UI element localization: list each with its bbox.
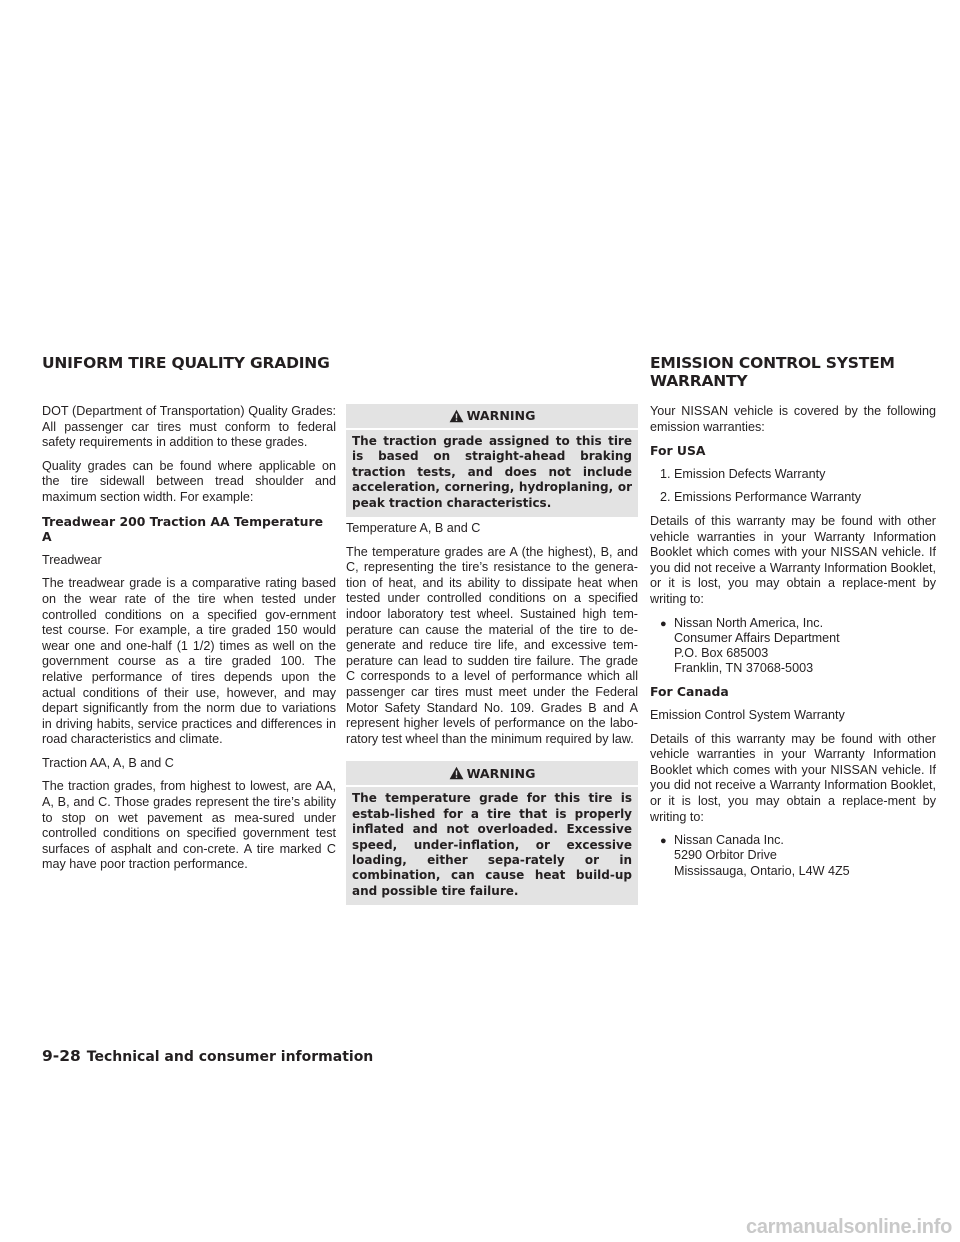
canada-title: For Canada — [650, 684, 729, 700]
usa-address-item — [650, 616, 936, 677]
location-paragraph: Quality grades can be found where applicable on the tire sidewall between tread shoulder and maximum section width. For example: — [42, 458, 336, 504]
usa-details: Details of this warranty may be found with other vehicle warranties in your Warranty Information Booklet which comes with your NISSAN vehicle. If you did not receive a Warranty Information Booklet, or it is lost, you may obtain a replace-ment by writing to: — [650, 513, 936, 606]
chapter-title: Technical and consumer information — [86, 1049, 374, 1065]
warning-label: WARNING — [466, 408, 536, 424]
example-grade: Treadwear 200 Traction AA Temperature A — [42, 513, 323, 545]
bullet-icon: ● — [660, 617, 667, 630]
warning-text: The temperature grade for this tire is estab-lished for a tire that is properly inflated and not overloaded. Excessive speed, under-inflation, or excessive loading, either sepa-rately or in combination, can cause heat build-up and possible tire failure. — [352, 791, 632, 898]
warning-text: The traction grade assigned to this tire is based on straight-ahead braking traction tests, and does not include acceleration, cornering, hydroplaning, or peak traction characteristics. — [352, 434, 632, 510]
warning-triangle-icon — [449, 766, 464, 780]
heading-line-1: EMISSION CONTROL SYSTEM — [650, 354, 895, 372]
intro-paragraph: DOT (Department of Transportation) Quality Grades: All passenger car tires must conform to federal safety requirements in addition to these grades. — [42, 404, 336, 450]
column-tire-grading — [42, 404, 336, 881]
canada-address — [674, 833, 850, 879]
warning-triangle-icon — [449, 409, 464, 423]
address-line: Consumer Affairs Department — [674, 630, 840, 645]
address-line: 5290 Orbitor Drive — [674, 848, 777, 863]
column-emission-warranty — [650, 404, 936, 887]
canada-address-item — [650, 833, 936, 879]
address-line: P.O. Box 685003 — [674, 645, 769, 660]
section-heading-emission-warranty — [650, 354, 895, 390]
section-heading-tire-grading: UNIFORM TIRE QUALITY GRADING — [42, 354, 330, 372]
warranty-intro: Your NISSAN vehicle is covered by the following emission warranties: — [650, 404, 936, 434]
bullet-icon: ● — [660, 835, 667, 848]
usa-title: For USA — [650, 443, 706, 459]
treadwear-title: Treadwear — [42, 552, 102, 567]
heading-line-2: WARRANTY — [650, 372, 748, 390]
page-footer — [42, 1047, 373, 1065]
column-warnings — [346, 404, 638, 909]
usa-address — [674, 616, 840, 677]
list-item: 2. Emissions Performance Warranty — [660, 490, 862, 505]
traction-title: Traction AA, A, B and C — [42, 755, 174, 770]
canada-subtitle: Emission Control System Warranty — [650, 707, 845, 722]
address-line: Franklin, TN 37068-5003 — [674, 661, 814, 676]
warning-label: WARNING — [466, 765, 536, 781]
address-line: Nissan Canada Inc. — [674, 833, 784, 848]
page-number: 9-28 — [42, 1047, 81, 1065]
address-line: Mississauga, Ontario, L4W 4Z5 — [674, 863, 850, 878]
temperature-title: Temperature A, B and C — [346, 521, 481, 536]
canada-details: Details of this warranty may be found with other vehicle warranties in your Warranty Information Booklet which comes with your NISSAN vehicle. If you did not receive a Warranty Information Booklet, or it is lost, you may obtain a replace-ment by writing to: — [650, 731, 936, 824]
traction-paragraph: The traction grades, from highest to lowest, are AA, A, B, and C. Those grades represent the tire’s ability to stop on wet pavement as mea-sured under controlled conditions on specified government test surfaces of asphalt and con-crete. A tire marked C may have poor traction performance. — [42, 779, 336, 872]
warning-header — [346, 761, 638, 787]
warning-box-traction — [346, 404, 638, 517]
warning-header — [346, 404, 638, 430]
watermark: carmanualsonline.info — [746, 1216, 952, 1238]
warning-box-temperature — [346, 761, 638, 905]
temperature-paragraph: The temperature grades are A (the highest), B, and C, representing the tire’s resistance to the genera-tion of heat, and its ability to dissipate heat when tested under controlled conditions on a specified indoor laboratory test wheel. Sustained high tem-perature can cause the material of the tire to de-generate and reduce tire life, and excessive tem-perature can lead to sudden tire failure. The grade C corresponds to a level of performance which all passenger car tires must meet under the Federal Motor Safety Standard No. 109. Grades B and A represent higher levels of performance on the labo-ratory test wheel than the minimum required by law. — [346, 544, 638, 746]
treadwear-paragraph: The treadwear grade is a comparative rating based on the wear rate of the tire when tested under controlled conditions on a specified gov-ernment test course. For example, a tire graded 150 would wear one and one-half (1 1/2) times as well on the government course as a tire graded 100. The relative performance of tires depends upon the actual conditions of their use, however, and may depart significantly from the norm due to variations in driving habits, service practices and differences in road characteristics and climate. — [42, 576, 336, 747]
list-item: 1. Emission Defects Warranty — [660, 466, 826, 481]
address-line: Nissan North America, Inc. — [674, 615, 824, 630]
